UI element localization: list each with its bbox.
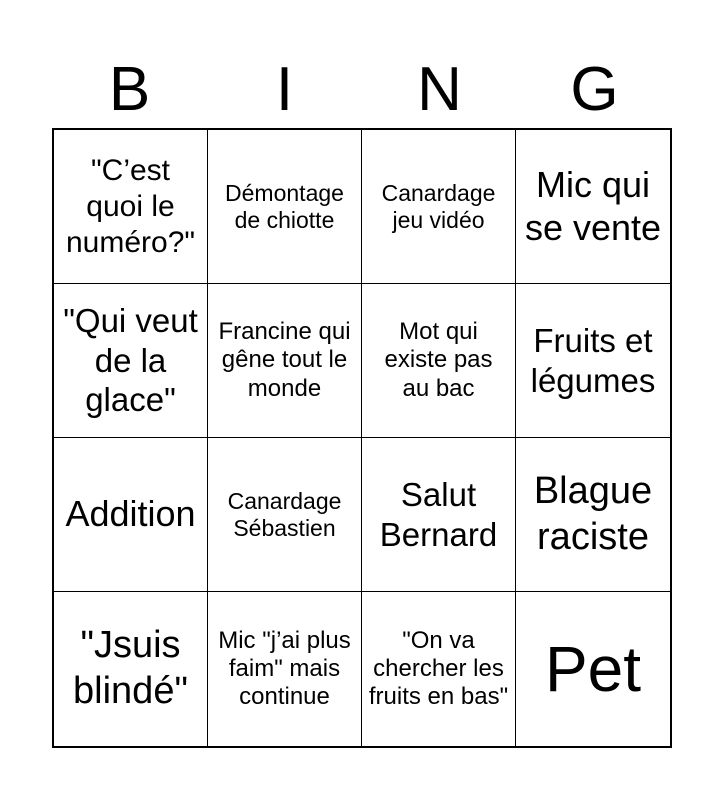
bingo-cell[interactable]: Francine qui gêne tout le monde bbox=[208, 284, 362, 438]
bingo-cell[interactable]: "On va chercher les fruits en bas" bbox=[362, 592, 516, 746]
bingo-cell[interactable]: Salut Bernard bbox=[362, 438, 516, 592]
bingo-cell[interactable]: Addition bbox=[54, 438, 208, 592]
bingo-header bbox=[52, 52, 672, 128]
header-letter-n: N bbox=[417, 55, 462, 124]
bingo-cell[interactable]: Canardage Sébastien bbox=[208, 438, 362, 592]
bingo-cell[interactable]: "Qui veut de la glace" bbox=[54, 284, 208, 438]
bingo-cell[interactable]: Mic qui se vente bbox=[516, 130, 670, 284]
header-letter-g: G bbox=[570, 55, 619, 124]
header-letter-b: B bbox=[108, 55, 151, 124]
bingo-cell[interactable]: "Jsuis blindé" bbox=[54, 592, 208, 746]
bingo-cell[interactable]: "C’est quoi le numéro?" bbox=[54, 130, 208, 284]
bingo-cell[interactable]: Démontage de chiotte bbox=[208, 130, 362, 284]
bingo-cell[interactable]: Mot qui existe pas au bac bbox=[362, 284, 516, 438]
bingo-cell[interactable]: Mic "j’ai plus faim" mais continue bbox=[208, 592, 362, 746]
bingo-cell[interactable]: Pet bbox=[544, 632, 642, 705]
header-letter-i: I bbox=[275, 55, 294, 124]
bingo-cell[interactable]: Fruits et légumes bbox=[516, 284, 670, 438]
bingo-cell[interactable]: Blague raciste bbox=[516, 438, 670, 592]
bingo-cell[interactable]: Canardage jeu vidéo bbox=[362, 130, 516, 284]
bingo-board bbox=[52, 128, 672, 748]
